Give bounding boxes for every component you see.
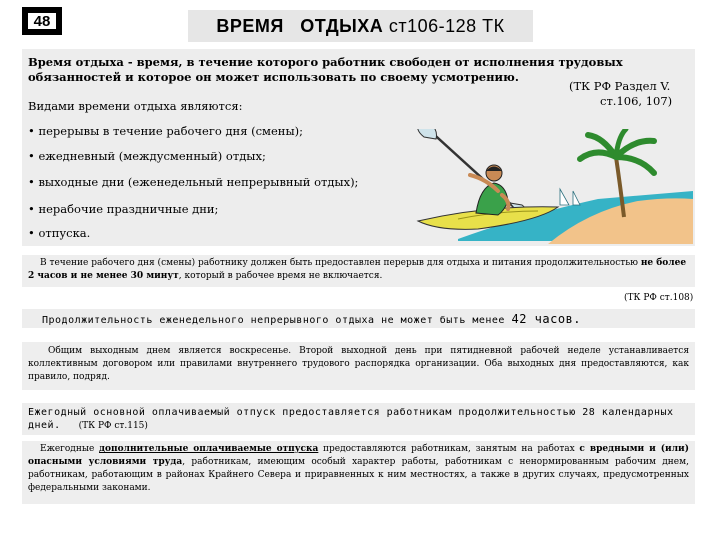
kayaker-illustration [398,129,693,244]
annual-leave-reference: (ТК РФ ст.115) [78,421,148,431]
page-title-main: ВРЕМЯ ОТДЫХА [216,15,384,36]
additional-leave-part3: предоставляются работникам, занятым на работах [318,444,580,454]
rest-type-item: • нерабочие праздничные дни; [28,202,219,216]
additional-leave-part5: , работникам, имеющим особый характер работы, работникам с ненормированным рабочим днем, работникам, работающим в районах Крайнего Севера и приравненных к ним местностях, а также в других случаях, предусмотренных федеральными законами. [28,457,689,493]
additional-leave-term: дополнительные оплачиваемые отпуска [99,444,319,454]
weekly-rest-text: Продолжительность еженедельного непрерывного отдыха не может быть менее [42,315,512,326]
meal-break-text-end: , который в рабочее время не включается. [178,271,383,281]
additional-leave-conditions: с вредными и (или) опасными условиями труда [28,444,689,467]
rest-time-reference-line1: (ТК РФ Раздел V. [569,79,671,93]
rest-type-item: • отпуска. [28,226,91,240]
annual-leave-rule [22,403,695,435]
additional-leave-part1: Ежегодные [40,444,100,454]
meal-break-reference: (ТК РФ ст.108) [624,293,694,303]
rest-type-item: • ежедневный (междусменный) отдых; [28,149,266,163]
annual-leave-text: Ежегодный основной оплачиваемый отпуск предоставляется работникам продолжительностью 28 календарных дней. [28,407,674,431]
meal-break-duration: не более 2 часов и не менее 30 минут [28,258,687,281]
day-off-rule: Общим выходным днем является воскресенье. Второй выходной день при пятидневной рабочей неделе устанавливается коллективным договором или правилами внутреннего трудового распорядка организации. Оба выходных дня предоставляются, как правило, подряд. [22,342,695,390]
meal-break-text-start: В течение рабочего дня (смены) работнику должен быть предоставлен перерыв для отдыха и питания продолжительностью [40,258,641,268]
rest-types-heading: Видами времени отдыха являются: [28,99,243,113]
page-title [188,10,533,42]
weekly-rest-rule [22,309,695,328]
additional-leave-rule [22,441,695,504]
rest-time-panel [22,49,695,246]
slide-number-badge [22,7,62,35]
rest-time-definition: Время отдыха - время, в течение которого работник свободен от исполнения трудовых обязанностей и которое он может использовать по своему усмотрению. [28,55,623,84]
page-title-ref: ст106-128 ТК [388,15,505,36]
meal-break-rule [22,255,695,287]
rest-time-reference-line2: ст.106, 107) [600,94,673,108]
weekly-rest-hours: 42 часов. [511,312,582,326]
slide-number: 48 [28,13,56,29]
rest-type-item: • перерывы в течение рабочего дня (смены); [28,124,303,138]
rest-type-item: • выходные дни (еженедельный непрерывный отдых); [28,175,359,189]
